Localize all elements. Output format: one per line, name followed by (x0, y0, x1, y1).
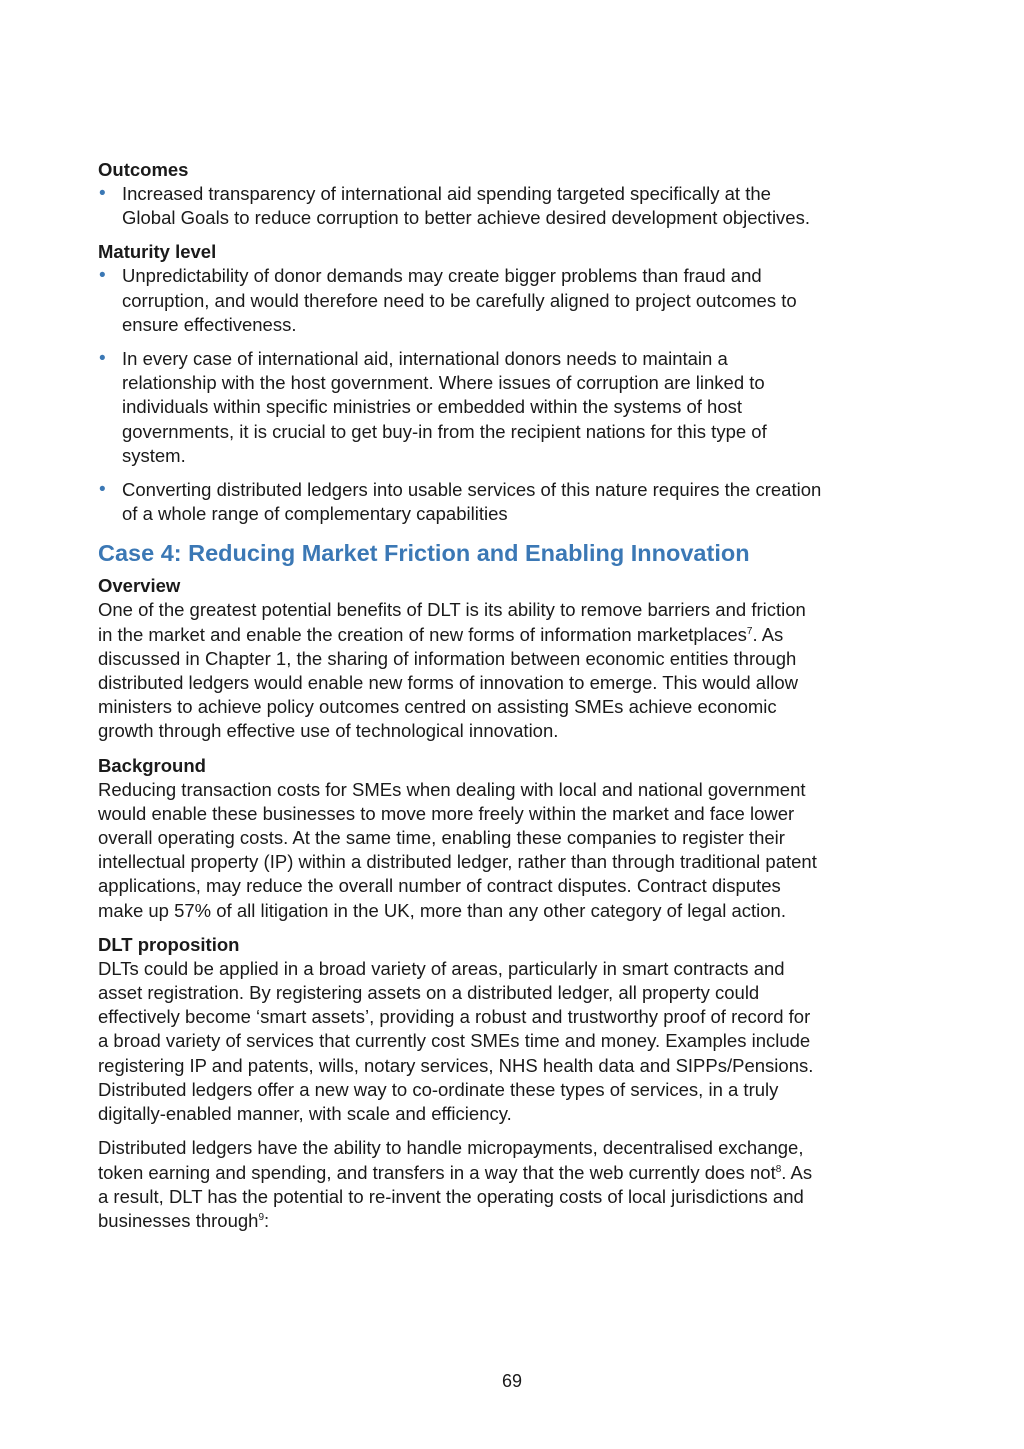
overview-heading: Overview (98, 575, 181, 597)
micro-text-a: Distributed ledgers have the ability to handle micropayments, decentralised exchange, token earning and spending, and transfers in a way that the web currently does not (98, 1137, 804, 1183)
footnote-ref-8: 8 (775, 1163, 782, 1175)
list-item: • Converting distributed ledgers into usable services of this nature requires the creation of a whole range of complementary capabilities (98, 478, 823, 526)
maturity-heading: Maturity level (98, 241, 217, 263)
overview-paragraph (98, 598, 823, 743)
case-4-title: Case 4: Reducing Market Friction and Enabling Innovation (98, 540, 750, 567)
micropayments-paragraph (98, 1136, 823, 1233)
micro-text-c: : (264, 1209, 270, 1231)
micro-text-b: . As a result, DLT has the potential to re-invent the operating costs of local jurisdictions and businesses through (98, 1161, 813, 1231)
list-item: • Unpredictability of donor demands may create bigger problems than fraud and corruption, and would therefore need to be carefully aligned to project outcomes to ensure effectiveness. (98, 264, 823, 337)
outcomes-heading: Outcomes (98, 159, 189, 180)
page-number: 69 (501, 1371, 523, 1391)
document-body (98, 158, 823, 1233)
dlt-proposition-paragraph: DLTs could be applied in a broad variety of areas, particularly in smart contracts and asset registration. By registering assets on a distributed ledger, all property could effectively become ‘smart assets’, providing a robust and trustworthy proof of record for a broad variety of services that currently cost SMEs time and money. Examples include registering IP and patents, wills, notary services, NHS health data and SIPPs/Pensions. Distributed ledgers offer a new way to co-ordinate these types of services, in a truly digitally-enabled manner, with scale and efficiency. (98, 957, 814, 1125)
footnote-ref-7: 7 (746, 625, 753, 637)
list-item: • In every case of international aid, international donors needs to maintain a relationship with the host government. Where issues of corruption are linked to individuals within specific ministries or embedded within the systems of host governments, it is crucial to get buy-in from the recipient nations for this type of system. (98, 347, 823, 468)
outcomes-list (98, 182, 823, 230)
maturity-list (98, 264, 823, 526)
dlt-proposition-heading: DLT proposition (98, 933, 240, 955)
background-paragraph: Reducing transaction costs for SMEs when dealing with local and national government would enable these businesses to move more freely within the market and face lower overall operating costs. At the same time, enabling these companies to register their intellectual property (IP) within a distributed ledger, rather than through traditional patent applications, may reduce the overall number of contract disputes. Contract disputes make up 57% of all litigation in the UK, more than any other category of legal action. (98, 778, 817, 921)
footnote-ref-9: 9 (258, 1211, 265, 1223)
overview-text-a: One of the greatest potential benefits of DLT is its ability to remove barriers and friction in the market and enable the creation of new forms of information marketplaces (98, 599, 806, 645)
overview-text-b: . As discussed in Chapter 1, the sharing of information between economic entities through distributed ledgers would enable new forms of innovation to emerge. This would allow ministers to achieve policy outcomes centred on assisting SMEs achieve economic growth through effective use of technological innovation. (98, 623, 798, 742)
background-heading: Background (98, 754, 206, 776)
list-item: • Increased transparency of international aid spending targeted specifically at the Global Goals to reduce corruption to better achieve desired development objectives. (98, 182, 823, 230)
